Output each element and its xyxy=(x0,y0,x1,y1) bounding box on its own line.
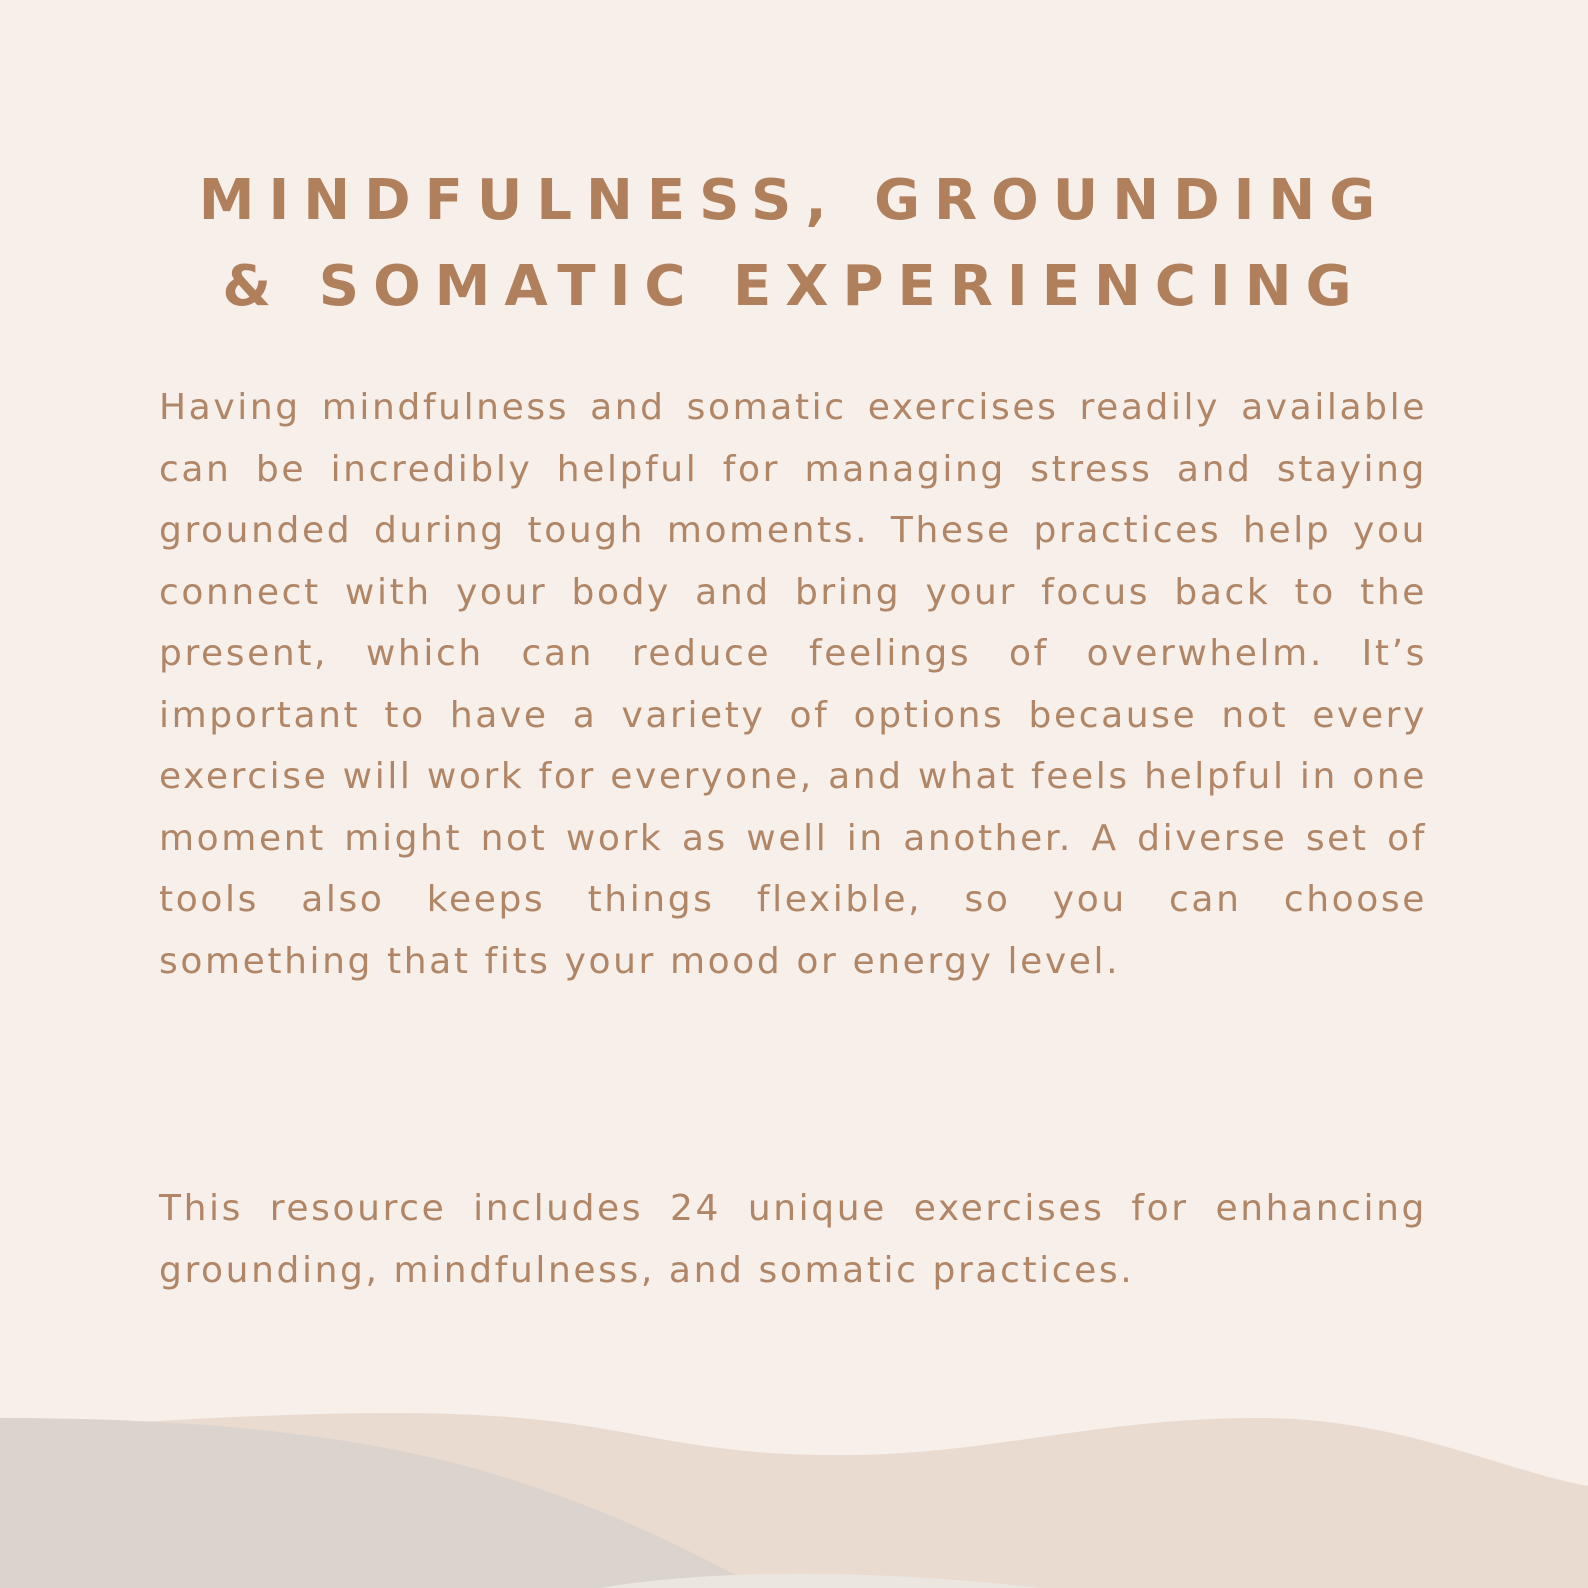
resource-summary-paragraph: This resource includes 24 unique exercises for enhancing grounding, mindfulness, and somatic practices. xyxy=(159,1188,1427,1291)
wave-bottom-shape xyxy=(600,1574,1040,1588)
intro-paragraph: Having mindfulness and somatic exercises readily available can be incredibly helpful for managing stress and staying grounded during tough moments. These practices help you connect with your body and bring your focus back to the present, which can reduce feelings of overwhelm. It’s important to have a variety of options because not every exercise will work for everyone, and what feels helpful in one moment might not work as well in another. A diverse set of tools also keeps things flexible, so you can choose something that fits your mood or energy level. xyxy=(159,387,1427,982)
wave-front-shape xyxy=(0,1418,760,1588)
wave-back-shape xyxy=(0,1413,1588,1588)
title-line-1: MINDFULNESS, GROUNDING xyxy=(198,168,1390,233)
page-title xyxy=(0,158,1588,330)
title-line-2: & SOMATIC EXPERIENCING xyxy=(222,254,1366,319)
